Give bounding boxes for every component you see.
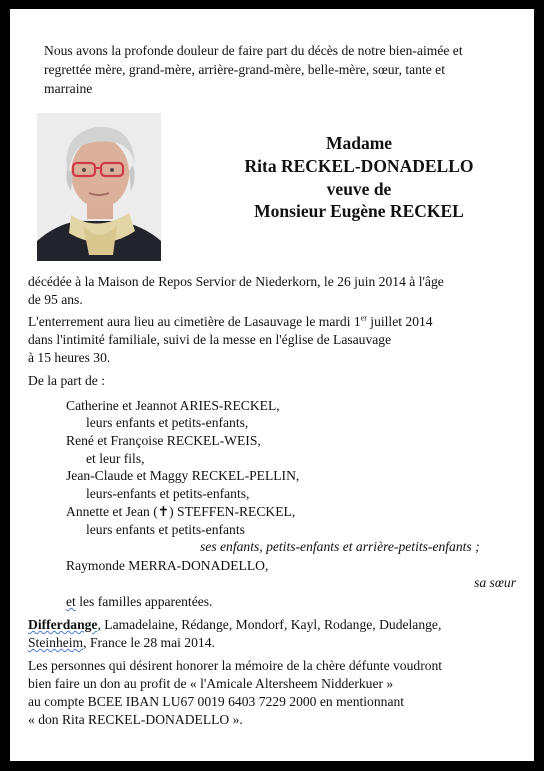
family-member: Catherine et Jeannot ARIES-RECKEL,: [66, 398, 280, 413]
family-descendants: et leur fils,: [86, 451, 145, 466]
intro-line: Nous avons la profonde douleur de faire part du décès de notre bien-aimée et: [44, 43, 463, 58]
from-label: De la part de :: [28, 373, 105, 388]
family-descendants: leurs-enfants et petits-enfants,: [86, 486, 250, 501]
sister-name: Raymonde MERRA-DONADELLO,: [66, 558, 269, 573]
family-descendants: leurs enfants et petits-enfants,: [86, 415, 249, 430]
family-member: Annette et Jean (✝) STEFFEN-RECKEL,: [66, 504, 296, 519]
death-paragraph: décédée à la Maison de Repos Servior de Niederkorn, le 26 juin 2014 à l'âge de 95 ans.: [28, 274, 444, 307]
children-label: ses enfants, petits-enfants et arrière-petits-enfants ;: [200, 539, 480, 554]
deceased-name: Rita RECKEL-DONADELLO: [244, 156, 474, 176]
place-date: Differdange, Lamadelaine, Rédange, Mondorf, Kayl, Rodange, Dudelange, Steinheim, France le 28 mai 2014.: [28, 617, 442, 650]
donation-paragraph: Les personnes qui désirent honorer la mémoire de la chère défunte voudront bien faire un don au profit de « l'Amicale Altersheem Nidderkuer » au compte BCEE IBAN LU67 0019 6403 7229 2000 en mentionnant « don Rita RECKEL-DONADELLO ».: [28, 658, 443, 727]
widow-of-label: veuve de: [326, 179, 392, 199]
deceased-title: Madame: [325, 133, 393, 153]
other-relatives: et les familles apparentées.: [66, 594, 213, 609]
intro-line: regrettée mère, grand-mère, arrière-grand-mère, belle-mère, sœur, tante et: [44, 62, 445, 77]
intro-paragraph: [44, 41, 463, 98]
sister-label: sa sœur: [474, 575, 516, 590]
family-member: René et Françoise RECKEL-WEIS,: [66, 433, 261, 448]
intro-line: marraine: [44, 81, 93, 96]
family-descendants: leurs enfants et petits-enfants: [86, 522, 245, 537]
portrait-photo: [37, 113, 161, 261]
family-member: Jean-Claude et Maggy RECKEL-PELLIN,: [66, 468, 300, 483]
obituary-notice: [10, 9, 534, 761]
spouse-name: Monsieur Eugène RECKEL: [254, 201, 464, 221]
burial-paragraph: L'enterrement aura lieu au cimetière de Lasauvage le mardi 1er juillet 2014 dans l'intimité familiale, suivi de la messe en l'église de Lasauvage à 15 heures 30.: [28, 313, 433, 365]
